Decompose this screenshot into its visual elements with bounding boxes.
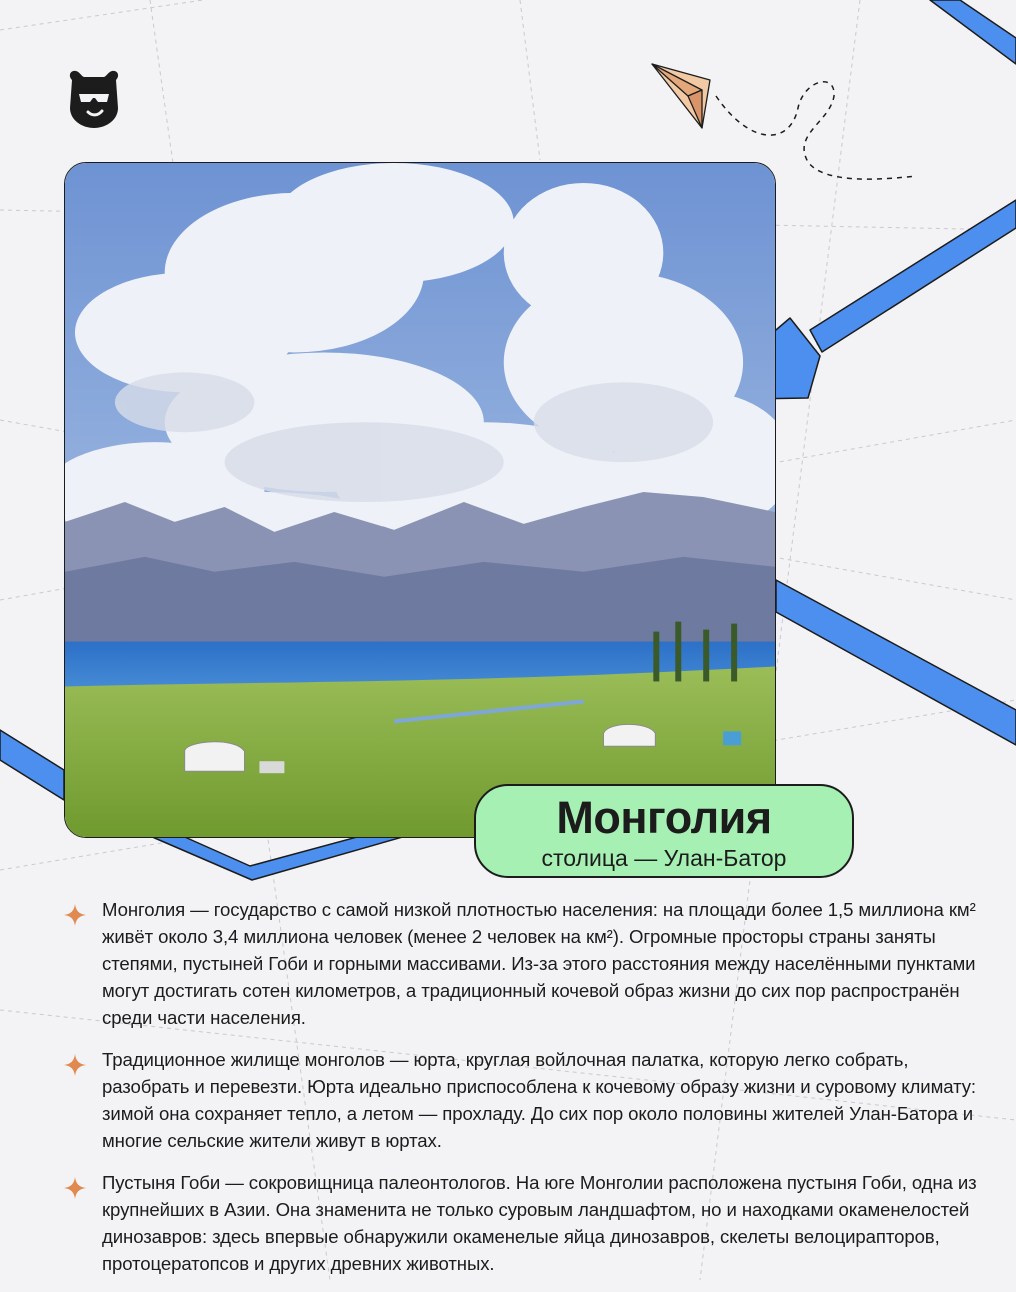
landscape-photo [64, 162, 776, 838]
facts-list [62, 896, 982, 1292]
country-name: Монголия [556, 792, 772, 843]
country-title-card [474, 784, 854, 878]
fact-text: Монголия — государство с самой низкой плотностью населения: на площади более 1,5 миллиона км² живёт около 3,4 миллиона человек (менее 2 человек на км²). Огромные просторы страны заняты степями, пустыней Гоби и горными массивами. Из-за этого расстояния между населёнными пунктами могут достигать сотен километров, а традиционный кочевой образ жизни до сих пор распространён среди части населения. [102, 899, 976, 1028]
list-item [62, 1169, 982, 1277]
capital-line: столица — Улан-Батор [541, 845, 787, 871]
fact-text: Пустыня Гоби — сокровищница палеонтологов. На юге Монголии расположена пустыня Гоби, одна из крупнейших в Азии. Она знаменита не только суровым ландшафтом, но и находками окаменелостей динозавров: здесь впервые обнаружили окаменелые яйца динозавров, скелеты велоцирапторов, протоцератопсов и других древних животных. [102, 1172, 977, 1274]
sparkle-icon [64, 904, 86, 926]
fact-text: Традиционное жилище монголов — юрта, круглая войлочная палатка, которую легко собрать, разобрать и перевезти. Юрта идеально приспособлена к кочевому образу жизни и суровому климату: зимой она сохраняет тепло, а летом — прохладу. До сих пор около половины жителей Улан-Батора и многие сельские жители живут в юртах. [102, 1049, 976, 1151]
bear-logo-icon [62, 68, 126, 132]
sparkle-icon [64, 1177, 86, 1199]
list-item [62, 896, 982, 1031]
list-item [62, 1046, 982, 1154]
sparkle-icon [64, 1054, 86, 1076]
